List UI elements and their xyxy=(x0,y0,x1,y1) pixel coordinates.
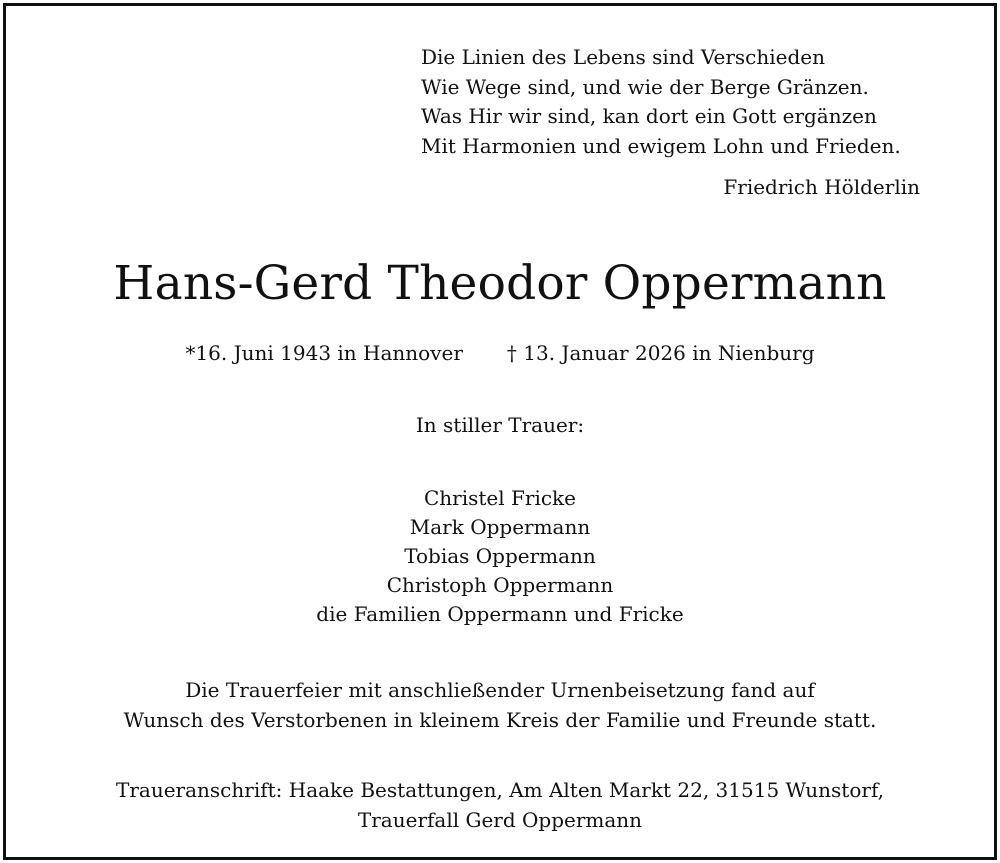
ceremony-notice xyxy=(6,675,994,735)
deceased-name: Hans-Gerd Theodor Oppermann xyxy=(113,256,887,311)
death-date: † 13. Januar 2026 in Nienburg xyxy=(506,341,815,365)
poem-author: Friedrich Hölderlin xyxy=(723,175,920,199)
address-line: Traueranschrift: Haake Bestattungen, Am Alten Markt 22, 31515 Wunstorf, xyxy=(116,778,884,802)
mourner-name: Mark Oppermann xyxy=(409,515,591,539)
poem xyxy=(421,43,901,161)
ceremony-line: Wunsch des Verstorbenen in kleinem Kreis der Familie und Freunde statt. xyxy=(123,708,877,732)
mourning-address xyxy=(6,775,994,835)
mourners-list xyxy=(6,484,994,629)
poem-line: Wie Wege sind, und wie der Berge Gränzen. xyxy=(421,74,869,99)
mourner-name: Christel Fricke xyxy=(423,486,577,510)
mourning-heading: In stiller Trauer: xyxy=(415,413,585,437)
mourner-name: die Familien Oppermann und Fricke xyxy=(316,602,684,626)
birth-date: *16. Juni 1943 in Hannover xyxy=(185,341,463,365)
poem-line: Die Linien des Lebens sind Verschieden xyxy=(421,45,825,69)
poem-line: Mit Harmonien und ewigem Lohn und Frieden. xyxy=(421,133,901,158)
life-dates xyxy=(6,341,994,365)
ceremony-line: Die Trauerfeier mit anschließender Urnenbeisetzung fand auf xyxy=(185,678,815,702)
mourner-name: Tobias Oppermann xyxy=(404,544,596,568)
poem-line: Was Hir wir sind, kan dort ein Gott ergänzen xyxy=(421,104,877,128)
mourner-name: Christoph Oppermann xyxy=(386,573,614,597)
obituary-frame xyxy=(3,3,997,860)
address-line: Trauerfall Gerd Oppermann xyxy=(357,808,643,832)
